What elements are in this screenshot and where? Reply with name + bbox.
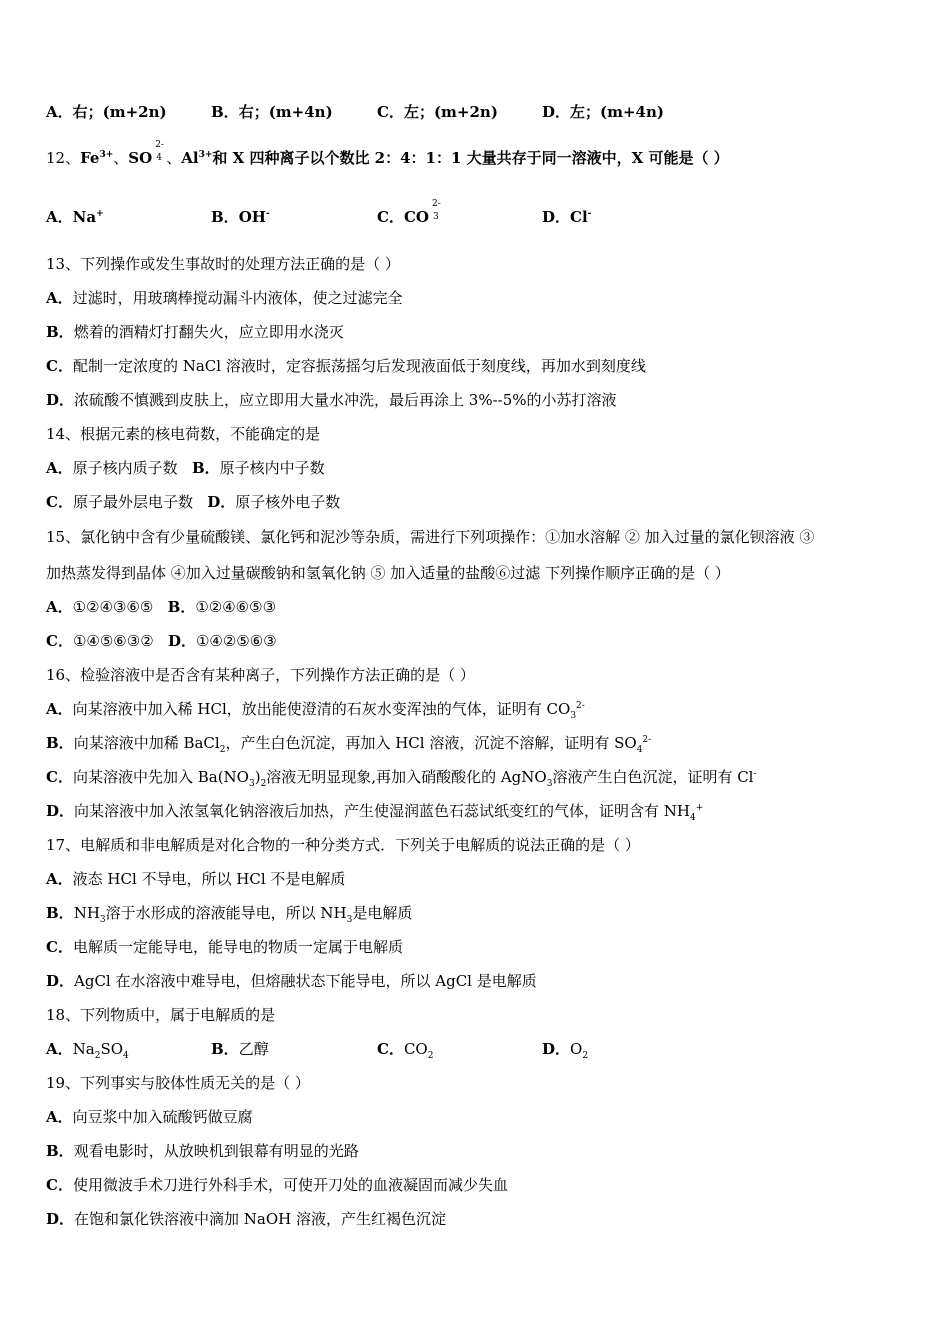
- q12-option-d: D．Cl-: [542, 208, 592, 226]
- q13-option-b: B．燃着的酒精灯打翻失火，应立即用水浇灭: [46, 323, 344, 341]
- q12-option-a: A．Na+: [46, 208, 104, 226]
- q12-option-b: B．OH-: [211, 208, 270, 226]
- q15-options-cd: C．①④⑤⑥③② D．①④②⑤⑥③: [46, 632, 277, 650]
- q18-option-c: C．$CO_2$: [377, 1040, 434, 1061]
- q15-stem-line1: 15、氯化钠中含有少量硫酸镁、氯化钙和泥沙等杂质，需进行下列项操作：①加水溶解 ② 加入过量的氯化钡溶液 ③: [46, 528, 815, 546]
- q16-option-a: A．向某溶液中加入稀 HCl，放出能使澄清的石灰水变浑浊的气体，证明有 $CO_3^{2-}$: [46, 700, 585, 721]
- q16-option-c: C．向某溶液中先加入 $Ba(NO_3)_2$溶液无明显现象,再加入硝酸酸化的 AgNO$_3$溶液产生白色沉淀，证明有 Cl-: [46, 768, 757, 789]
- q18-option-a: A．$Na_2SO_4$: [46, 1040, 129, 1061]
- q17-stem: 17、电解质和非电解质是对化合物的一种分类方式．下列关于电解质的说法正确的是（ ）: [46, 836, 640, 854]
- q15-options-ab: A．①②④③⑥⑤ B．①②④⑥⑤③: [46, 598, 277, 616]
- q14-options-ab: A．原子核内质子数 B．原子核内中子数: [46, 459, 325, 477]
- q16-option-b: B．向某溶液中加稀 BaCl$_2$，产生白色沉淀，再加入 HCl 溶液，沉淀不溶解，证明有 $SO_4^{2-}$: [46, 734, 652, 755]
- q16-stem: 16、检验溶液中是否含有某种离子，下列操作方法正确的是（ ）: [46, 666, 475, 684]
- q18-option-b: B．乙醇: [211, 1040, 269, 1058]
- q19-option-a: A．向豆浆中加入硫酸钙做豆腐: [46, 1108, 253, 1126]
- q11-option-b: B．右；(m+4n): [211, 103, 333, 121]
- q19-option-d: D．在饱和氯化铁溶液中滴加 NaOH 溶液，产生红褐色沉淀: [46, 1210, 447, 1228]
- q16-option-d: D．向某溶液中加入浓氢氧化钠溶液后加热，产生使湿润蓝色石蕊试纸变红的气体，证明含有 $NH_4^+$: [46, 802, 704, 823]
- q19-option-c: C．使用微波手术刀进行外科手术，可使开刀处的血液凝固而减少失血: [46, 1176, 508, 1194]
- q18-option-d: D．$O_2$: [542, 1040, 589, 1061]
- q17-option-d: D．AgCl 在水溶液中难导电，但熔融状态下能导电，所以 AgCl 是电解质: [46, 972, 537, 990]
- q13-option-c: C．配制一定浓度的 NaCl 溶液时，定容振荡摇匀后发现液面低于刻度线，再加水到刻度线: [46, 357, 646, 375]
- q15-stem-line2: 加热蒸发得到晶体 ④加入过量碳酸钠和氢氧化钠 ⑤ 加入适量的盐酸⑥过滤 下列操作顺序正确的是（ ）: [46, 564, 730, 582]
- q14-options-cd: C．原子最外层电子数 D．原子核外电子数: [46, 493, 341, 511]
- q13-stem: 13、下列操作或发生事故时的处理方法正确的是（ ）: [46, 255, 400, 273]
- q17-option-b: B．$NH_3$溶于水形成的溶液能导电，所以 $NH_3$是电解质: [46, 904, 413, 925]
- q12-stem: 12、$Fe^{3+}$、SO 2- 4 、$Al^{3+}$和 X 四种离子以个数比 2：4：1：1 大量共存于同一溶液中，X 可能是（ ）: [46, 140, 729, 167]
- q11-option-d: D．左；(m+4n): [542, 103, 664, 121]
- q18-stem: 18、下列物质中，属于电解质的是: [46, 1006, 276, 1024]
- q13-option-a: A．过滤时，用玻璃棒搅动漏斗内液体，使之过滤完全: [46, 289, 403, 307]
- q19-stem: 19、下列事实与胶体性质无关的是（ ）: [46, 1074, 310, 1092]
- q12-option-c: C．CO 2- 3: [377, 199, 441, 226]
- q13-option-d: D．浓硫酸不慎溅到皮肤上，应立即用大量水冲洗，最后再涂上 3%--5%的小苏打溶液: [46, 391, 617, 409]
- q19-option-b: B．观看电影时，从放映机到银幕有明显的光路: [46, 1142, 359, 1160]
- q14-stem: 14、根据元素的核电荷数，不能确定的是: [46, 425, 321, 443]
- q11-option-c: C．左；(m+2n): [377, 103, 498, 121]
- q11-option-a: A．右；(m+2n): [46, 103, 167, 121]
- q17-option-a: A．液态 HCl 不导电，所以 HCl 不是电解质: [46, 870, 346, 888]
- q17-option-c: C．电解质一定能导电，能导电的物质一定属于电解质: [46, 938, 403, 956]
